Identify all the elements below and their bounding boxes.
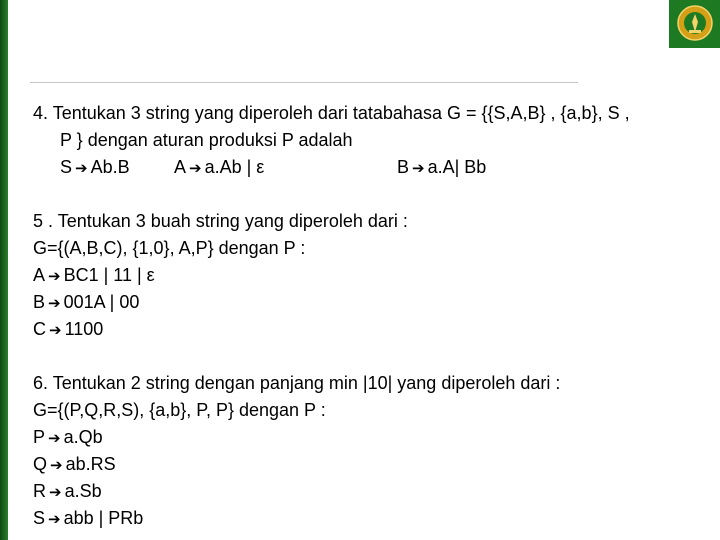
question-5-line-2: G={(A,B,C), {1,0}, A,P} dengan P :: [33, 238, 306, 258]
arrow-icon: ➔: [49, 483, 62, 501]
left-accent-bar: [0, 0, 8, 540]
arrow-icon: ➔: [189, 159, 202, 177]
question-6-rule-q: Q ➔ ab.RS: [33, 451, 709, 478]
question-5-line-1: 5 . Tentukan 3 buah string yang diperoleh dari :: [33, 211, 408, 231]
exercise-content: [33, 100, 709, 532]
question-6-line-2: G={(P,Q,R,S), {a,b}, P, P} dengan P :: [33, 400, 326, 420]
question-4-rules: [33, 154, 709, 181]
arrow-icon: ➔: [48, 294, 61, 312]
arrow-icon: ➔: [49, 321, 62, 339]
arrow-icon: ➔: [412, 159, 425, 177]
question-4-line-1: 4. Tentukan 3 string yang diperoleh dari tatabahasa G = {{S,A,B} , {a,b}, S ,: [33, 103, 630, 123]
arrow-icon: ➔: [48, 267, 61, 285]
question-5-rule-a: A ➔ BC1 | 11 | ε: [33, 262, 709, 289]
question-6-rule-s: S ➔ abb | PRb: [33, 505, 709, 532]
arrow-icon: ➔: [48, 429, 61, 447]
title-divider: [30, 82, 578, 83]
arrow-icon: ➔: [50, 456, 63, 474]
university-logo: [669, 0, 720, 48]
rule-a: A ➔ a.Ab | ε: [174, 154, 397, 182]
arrow-icon: ➔: [48, 510, 61, 528]
question-6-line-1: 6. Tentukan 2 string dengan panjang min |10| yang diperoleh dari :: [33, 373, 561, 393]
rule-b: B ➔ a.A| Bb: [397, 157, 486, 177]
rule-s: S ➔ Ab.B: [60, 154, 174, 182]
question-6-rule-r: R ➔ a.Sb: [33, 478, 709, 505]
question-4-line-2: P } dengan aturan produksi P adalah: [60, 130, 353, 150]
question-5-rule-b: B ➔ 001A | 00: [33, 289, 709, 316]
emblem-icon: [675, 3, 715, 43]
arrow-icon: ➔: [75, 159, 88, 177]
question-5-rule-c: C ➔ 1100: [33, 316, 709, 343]
question-6-rule-p: P ➔ a.Qb: [33, 424, 709, 451]
